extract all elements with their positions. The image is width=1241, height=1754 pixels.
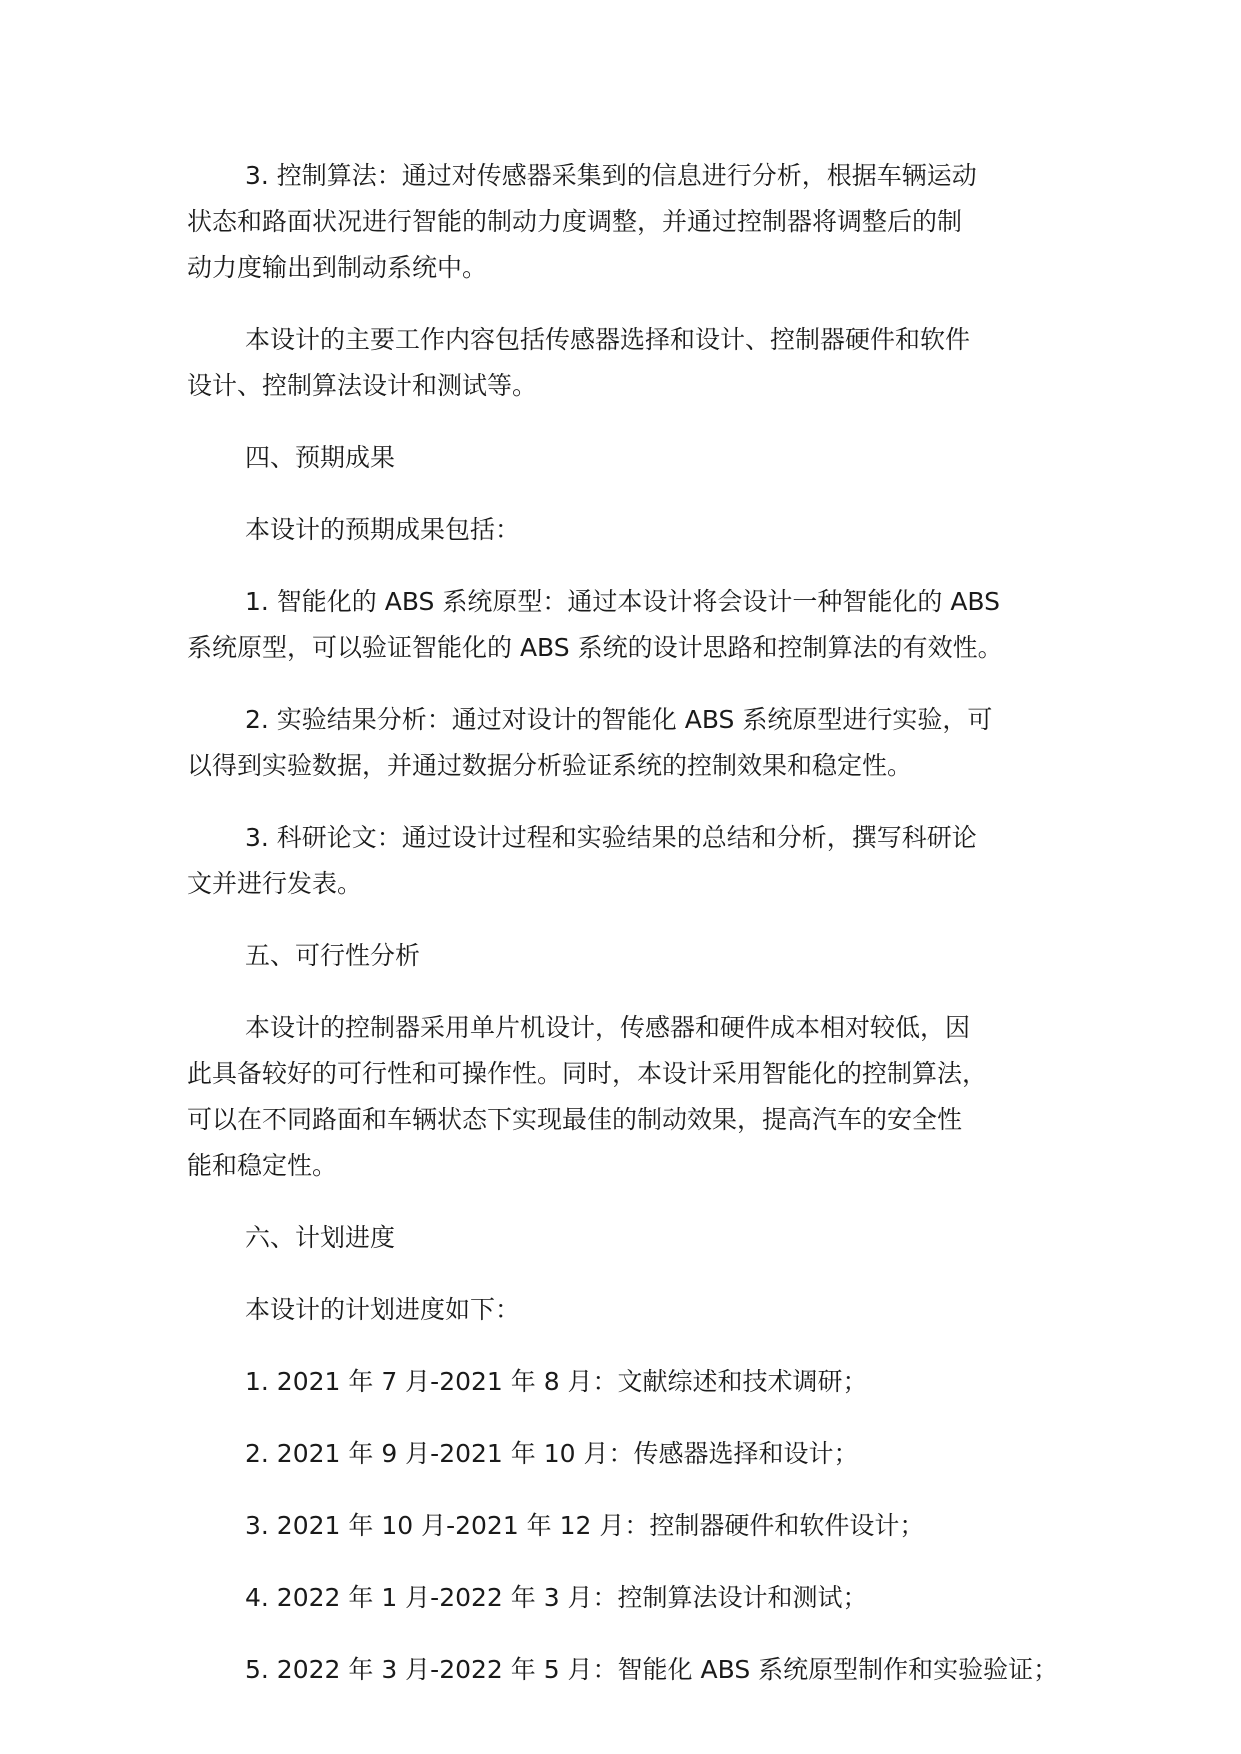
document-body xyxy=(187,153,1087,1719)
paragraph xyxy=(187,1503,1087,1549)
paragraph xyxy=(187,317,1087,409)
section-heading xyxy=(187,435,1087,481)
paragraph xyxy=(187,579,1087,671)
paragraph xyxy=(187,507,1087,553)
text-line: 六、计划进度 xyxy=(245,1223,396,1252)
paragraph xyxy=(187,153,1087,291)
text-line: 本设计的计划进度如下： xyxy=(245,1295,521,1324)
text-line: 3. 控制算法：通过对传感器采集到的信息进行分析，根据车辆运动 xyxy=(245,161,977,190)
text-line: 1. 2021 年 7 月-2021 年 8 月：文献综述和技术调研； xyxy=(245,1367,868,1396)
paragraph xyxy=(187,1005,1087,1189)
section-heading xyxy=(187,933,1087,979)
paragraph xyxy=(187,1647,1087,1693)
section-heading xyxy=(187,1215,1087,1261)
text-line: 2. 实验结果分析：通过对设计的智能化 ABS 系统原型进行实验，可 xyxy=(245,705,993,734)
text-line: 文并进行发表。 xyxy=(187,869,363,898)
paragraph xyxy=(187,1359,1087,1405)
text-line: 4. 2022 年 1 月-2022 年 3 月：控制算法设计和测试； xyxy=(245,1583,868,1612)
paragraph xyxy=(187,697,1087,789)
paragraph xyxy=(187,815,1087,907)
text-line: 本设计的控制器采用单片机设计，传感器和硬件成本相对较低，因 xyxy=(245,1013,971,1042)
text-line: 1. 智能化的 ABS 系统原型：通过本设计将会设计一种智能化的 ABS xyxy=(245,587,1001,616)
text-line: 设计、控制算法设计和测试等。 xyxy=(187,371,538,400)
text-line: 2. 2021 年 9 月-2021 年 10 月：传感器选择和设计； xyxy=(245,1439,859,1468)
paragraph xyxy=(187,1575,1087,1621)
text-line: 动力度输出到制动系统中。 xyxy=(187,253,488,282)
text-line: 3. 2021 年 10 月-2021 年 12 月：控制器硬件和软件设计； xyxy=(245,1511,925,1540)
text-line: 3. 科研论文：通过设计过程和实验结果的总结和分析，撰写科研论 xyxy=(245,823,977,852)
text-line: 此具备较好的可行性和可操作性。同时，本设计采用智能化的控制算法， xyxy=(187,1059,988,1088)
text-line: 本设计的主要工作内容包括传感器选择和设计、控制器硬件和软件 xyxy=(245,325,971,354)
text-line: 能和稳定性。 xyxy=(187,1151,338,1180)
paragraph xyxy=(187,1431,1087,1477)
text-line: 状态和路面状况进行智能的制动力度调整，并通过控制器将调整后的制 xyxy=(187,207,963,236)
text-line: 五、可行性分析 xyxy=(245,941,421,970)
text-line: 可以在不同路面和车辆状态下实现最佳的制动效果，提高汽车的安全性 xyxy=(187,1105,963,1134)
text-line: 本设计的预期成果包括： xyxy=(245,515,521,544)
text-line: 系统原型，可以验证智能化的 ABS 系统的设计思路和控制算法的有效性。 xyxy=(187,633,1003,662)
text-line: 以得到实验数据，并通过数据分析验证系统的控制效果和稳定性。 xyxy=(187,751,913,780)
text-line: 四、预期成果 xyxy=(245,443,396,472)
text-line: 5. 2022 年 3 月-2022 年 5 月：智能化 ABS 系统原型制作和实验验证； xyxy=(245,1655,1059,1684)
paragraph xyxy=(187,1287,1087,1333)
